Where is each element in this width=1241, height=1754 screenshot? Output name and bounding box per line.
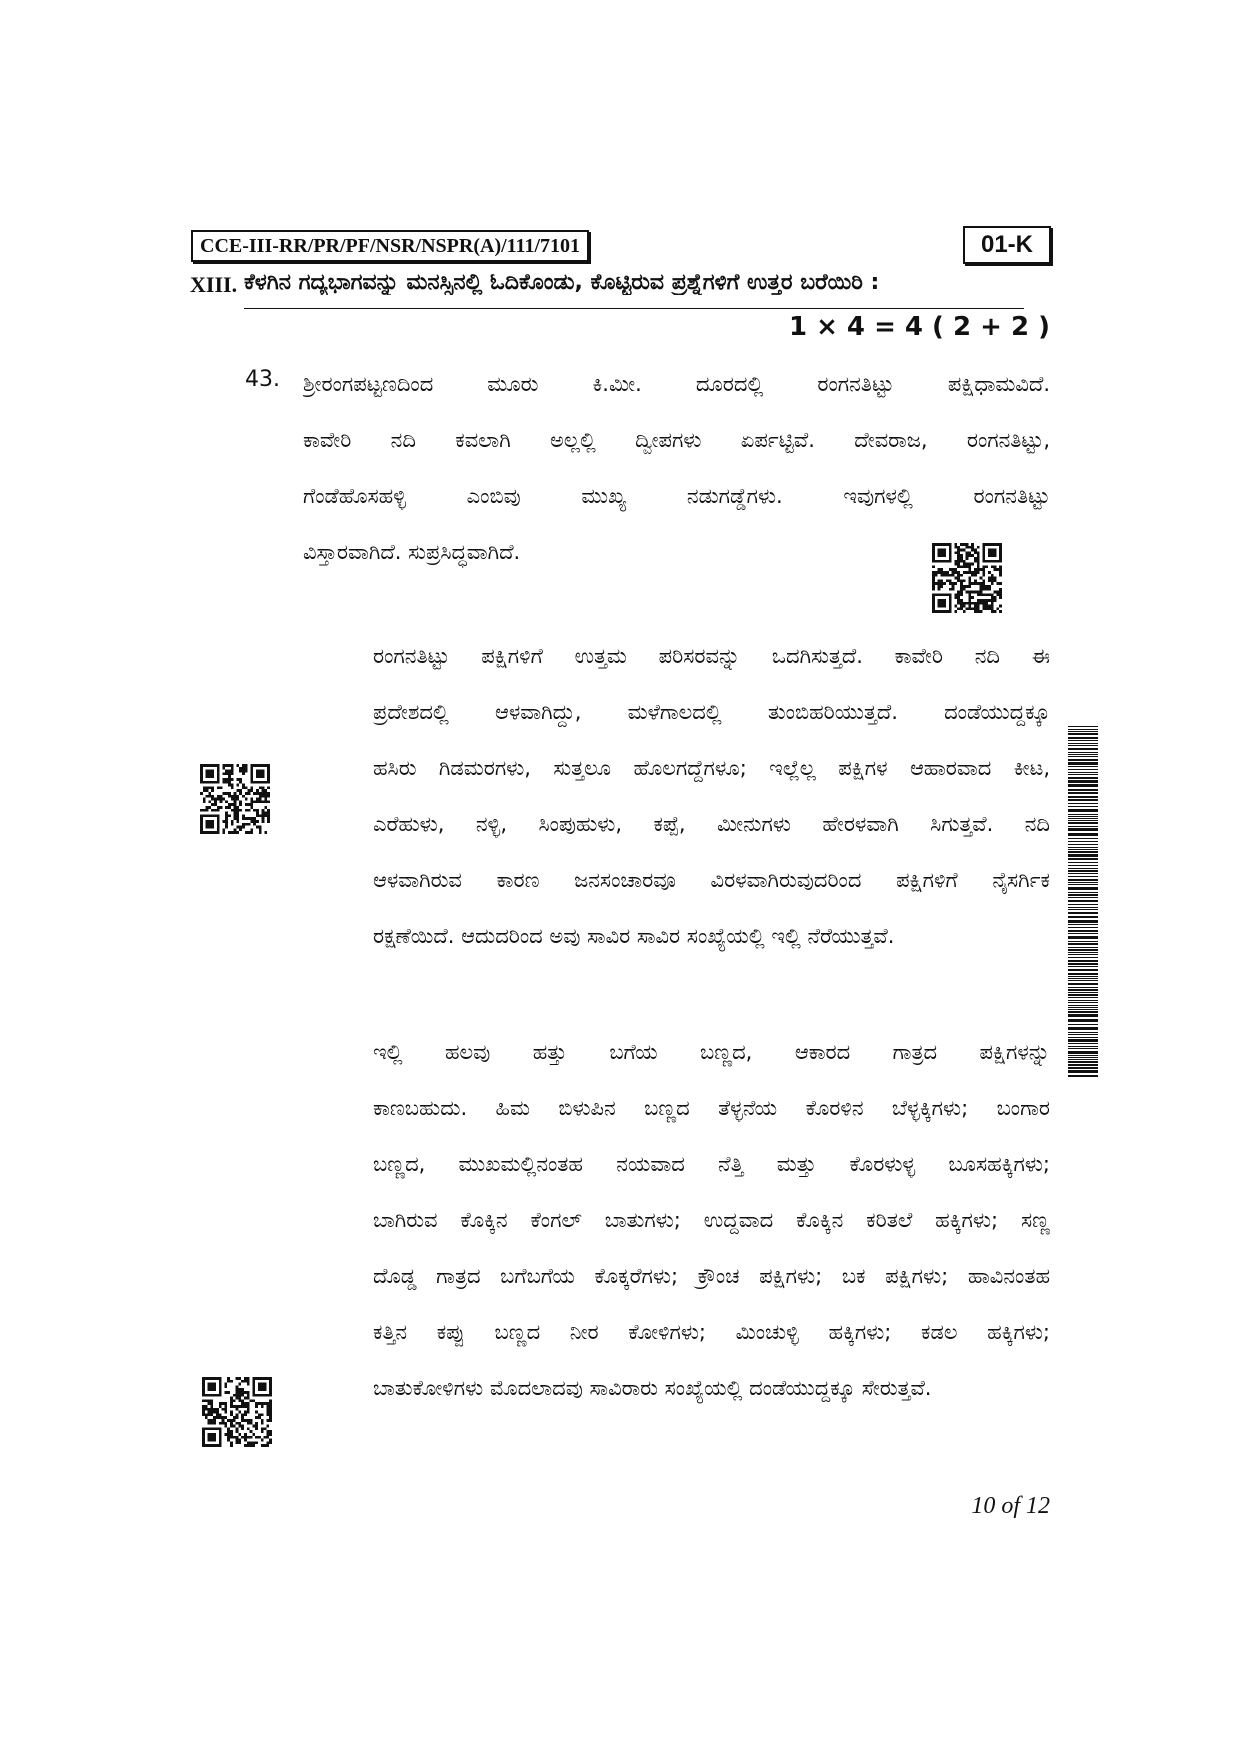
question-number: 43. [245,367,280,392]
exam-code: CCE-III-RR/PR/PF/NSR/NSPR(A)/111/7101 [200,235,581,257]
text-line: ವಿಸ್ತಾರವಾಗಿದೆ. ಸುಪ್ರಸಿದ್ಧವಾಗಿದೆ. [303,540,521,564]
text-line: ಕಾವೇರಿ ನದಿ ಕವಲಾಗಿ ಅಲ್ಲಲ್ಲಿ ದ್ವೀಪಗಳು ಏರ್ಪಟ್ಟಿವೆ. ದೇವರಾಜ, ರಂಗನತಿಟ್ಟು, [303,428,1050,452]
text-line: ಎರೆಹುಳು, ನಳ್ಳಿ, ಸಿಂಪುಹುಳು, ಕಪ್ಪೆ, ಮೀನುಗಳು ಹೇರಳವಾಗಿ ಸಿಗುತ್ತವೆ. ನದಿ [373,812,1050,836]
text-line: ಇಲ್ಲಿ ಹಲವು ಹತ್ತು ಬಗೆಯ ಬಣ್ಣದ, ಆಕಾರದ ಗಾತ್ರದ ಪಕ್ಷಿಗಳನ್ನು [373,1040,1050,1064]
text-line: ರಂಗನತಿಟ್ಟು ಪಕ್ಷಿಗಳಿಗೆ ಉತ್ತಮ ಪರಿಸರವನ್ನು ಒದಗಿಸುತ್ತದೆ. ಕಾವೇರಿ ನದಿ ಈ [373,644,1050,668]
text-line: ರಕ್ಷಣೆಯಿದೆ. ಆದುದರಿಂದ ಅವು ಸಾವಿರ ಸಾವಿರ ಸಂಖ್ಯೆಯಲ್ಲಿ ಇಲ್ಲಿ ನೆರೆಯುತ್ತವೆ. [373,924,895,948]
text-line: ಗೆಂಡೆಹೊಸಹಳ್ಳಿ ಎಂಬಿವು ಮುಖ್ಯ ನಡುಗಡ್ಡೆಗಳು. ಇವುಗಳಲ್ಲಿ ರಂಗನತಿಟ್ಟು [303,484,1050,508]
text-line: ಹಸಿರು ಗಿಡಮರಗಳು, ಸುತ್ತಲೂ ಹೊಲಗದ್ದೆಗಳೂ; ಇಲ್ಲೆಲ್ಲ ಪಕ್ಷಿಗಳ ಆಹಾರವಾದ ಕೀಟ, [373,756,1050,780]
text-line: ಬಣ್ಣದ, ಮುಖಮಲ್ಲಿನಂತಹ ನಯವಾದ ನೆತ್ತಿ ಮತ್ತು ಕೊರಳುಳ್ಳ ಬೂಸಹಕ್ಕಿಗಳು; [373,1152,1050,1176]
paper-code-box [963,226,1051,264]
qr-code [932,543,1002,613]
text-line: ಕಾಣಬಹುದು. ಹಿಮ ಬಿಳುಪಿನ ಬಣ್ಣದ ತೆಳ್ಳನೆಯ ಕೊರಳಿನ ಬೆಳ್ಳಕ್ಕಿಗಳು; ಬಂಗಾರ [373,1096,1050,1120]
text-line: ಬಾಗಿರುವ ಕೊಕ್ಕಿನ ಕೆಂಗಲ್ ಬಾತುಗಳು; ಉದ್ದವಾದ ಕೊಕ್ಕಿನ ಕರಿತಲೆ ಹಕ್ಕಿಗಳು; ಸಣ್ಣ [373,1208,1050,1232]
marks-scheme: 1 × 4 = 4 ( 2 + 2 ) [788,312,1050,342]
exam-code-box [191,230,589,262]
section-instruction: ಕೆಳಗಿನ ಗದ್ಯಭಾಗವನ್ನು ಮನಸ್ಸಿನಲ್ಲಿ ಓದಿಕೊಂಡು, ಕೊಟ್ಟಿರುವ ಪ್ರಶ್ನೆಗಳಿಗೆ ಉತ್ತರ ಬರೆಯಿರಿ : [244,270,880,295]
text-line: ಆಳವಾಗಿರುವ ಕಾರಣ ಜನಸಂಚಾರವೂ ವಿರಳವಾಗಿರುವುದರಿಂದ ಪಕ್ಷಿಗಳಿಗೆ ನೈಸರ್ಗಿಕ [373,868,1050,892]
paragraph-2 [303,628,1050,964]
section-number: XIII. [190,272,238,297]
qr-code [200,764,270,834]
barcode [1066,726,1100,1080]
heading-underline [244,308,1024,309]
paragraph-3 [303,1024,1050,1416]
text-line: ಶ್ರೀರಂಗಪಟ್ಟಣದಿಂದ ಮೂರು ಕಿ.ಮೀ. ದೂರದಲ್ಲಿ ರಂಗನತಿಟ್ಟು ಪಕ್ಷಿಧಾಮವಿದೆ. [303,372,1050,396]
text-line: ಕತ್ತಿನ ಕಪ್ಪು ಬಣ್ಣದ ನೀರ ಕೋಳಿಗಳು; ಮಿಂಚುಳ್ಳಿ ಹಕ್ಕಿಗಳು; ಕಡಲ ಹಕ್ಕಿಗಳು; [373,1320,1050,1344]
text-line: ಪ್ರದೇಶದಲ್ಲಿ ಆಳವಾಗಿದ್ದು, ಮಳೆಗಾಲದಲ್ಲಿ ತುಂಬಿಹರಿಯುತ್ತದೆ. ದಂಡೆಯುದ್ದಕ್ಕೂ [373,700,1050,724]
paper-code: 01-K [980,231,1034,258]
page-number: 10 of 12 [971,1493,1050,1519]
text-line: ದೊಡ್ಡ ಗಾತ್ರದ ಬಗೆಬಗೆಯ ಕೊಕ್ಕರೆಗಳು; ಕ್ರೌಂಚ ಪಕ್ಷಿಗಳು; ಬಕ ಪಕ್ಷಿಗಳು; ಹಾವಿನಂತಹ [373,1264,1050,1288]
text-line: ಬಾತುಕೋಳಿಗಳು ಮೊದಲಾದವು ಸಾವಿರಾರು ಸಂಖ್ಯೆಯಲ್ಲಿ ದಂಡೆಯುದ್ದಕ್ಕೂ ಸೇರುತ್ತವೆ. [373,1376,932,1400]
qr-code [202,1377,272,1447]
